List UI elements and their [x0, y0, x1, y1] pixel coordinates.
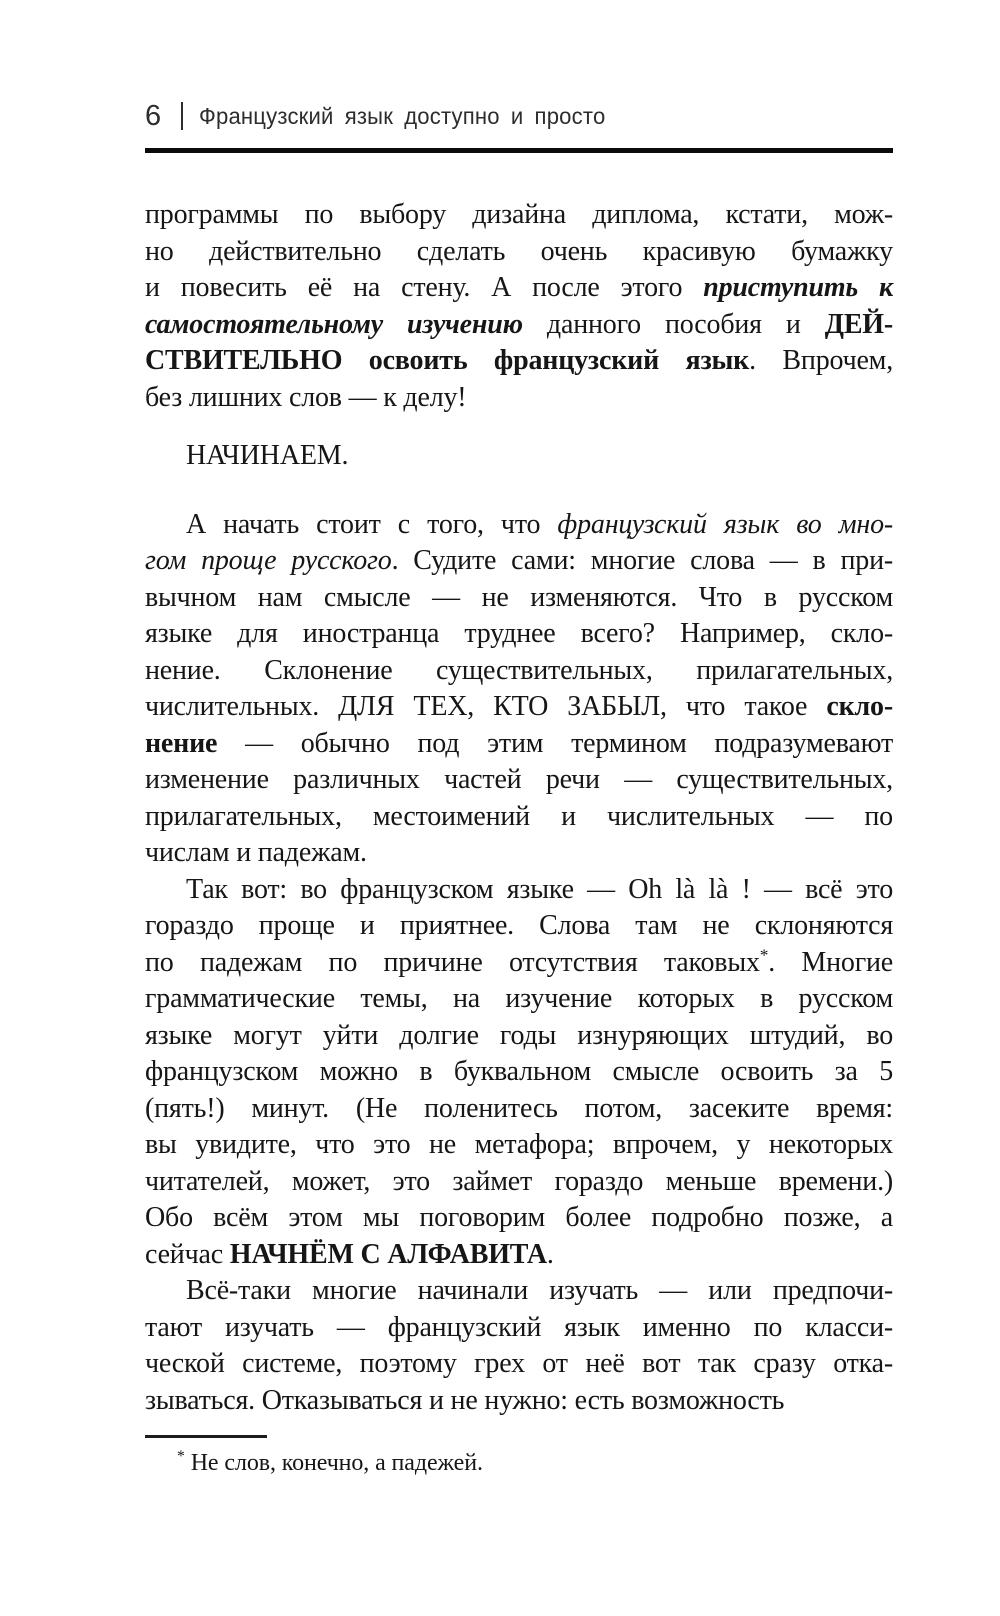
text-segment: нение. Склонение существительных, прилагательных, — [145, 654, 893, 686]
text-line — [145, 1127, 893, 1164]
text-line — [145, 1310, 893, 1347]
text-line — [145, 543, 893, 580]
text-line — [145, 1091, 893, 1128]
text-segment: нение — [145, 727, 218, 759]
text-line — [145, 762, 893, 799]
text-line — [145, 616, 893, 653]
text-line — [145, 689, 893, 726]
text-segment: НАЧИНАЕМ. — [186, 440, 349, 471]
text-segment: . Впрочем, — [749, 345, 893, 376]
text-line — [145, 981, 893, 1018]
text-segment: Всё-таки многие начинали изучать — или предпочи- — [186, 1275, 893, 1306]
text-segment: числительных. ДЛЯ ТЕХ, КТО ЗАБЫЛ, что такое — [145, 691, 827, 722]
text-segment: языке могут уйти долгие годы изнуряющих штудий, во — [145, 1019, 893, 1051]
text-segment: и повесить её на стену. А после этого — [145, 272, 704, 303]
text-line — [145, 1200, 893, 1237]
page-body — [145, 197, 893, 1478]
text-line — [145, 1164, 893, 1201]
text-segment: НАЧНЁМ С АЛФАВИТА — [229, 1238, 547, 1270]
text-segment: приступить к — [703, 272, 893, 303]
footnote-text: Не слов, конечно, а падежей. — [190, 1450, 483, 1476]
text-segment: сейчас — [145, 1238, 230, 1270]
text-segment: . Многие — [768, 946, 893, 978]
text-segment: прилагательных, местоимений и числительных — по — [145, 800, 893, 832]
text-line — [145, 343, 893, 380]
paragraph — [145, 872, 893, 1274]
text-segment: скло- — [826, 691, 893, 722]
text-segment: но действительно сделать очень красивую бумажку — [145, 235, 893, 267]
text-segment: СТВИТЕЛЬНО освоить французский язык — [145, 345, 750, 376]
page-number: 6 — [145, 100, 162, 132]
text-segment: французский язык во мно- — [557, 508, 894, 540]
text-segment: изменение различных частей речи — существительных, — [145, 764, 893, 795]
text-line — [145, 438, 893, 475]
footnote — [145, 1448, 893, 1478]
running-title: Французский язык доступно и просто — [199, 103, 606, 129]
text-segment: числам и падежам. — [145, 837, 367, 868]
footnote-rule — [145, 1435, 267, 1438]
footnote-marker-ref: * — [759, 945, 769, 965]
text-line — [145, 1054, 893, 1091]
paragraph — [145, 197, 893, 416]
text-segment: вычном нам смысле — не изменяются. Что в русском — [145, 581, 893, 613]
text-segment: языке для иностранца труднее всего? Например, скло- — [145, 618, 893, 649]
header-rule — [145, 148, 893, 153]
text-line — [145, 270, 893, 307]
page-header — [145, 100, 893, 132]
text-segment: читателей, может, это займет гораздо меньше времени.) — [145, 1165, 893, 1197]
text-segment: ческой системе, поэтому грех от неё вот так сразу отка- — [145, 1348, 893, 1379]
paragraph — [145, 507, 893, 872]
text-segment: Так вот: во французском языке — Oh là là ! — всё это — [186, 873, 893, 905]
text-line — [145, 945, 893, 982]
text-segment: по падежам по причине отсутствия таковых — [145, 946, 760, 978]
text-segment: вы увидите, что это не метафора; впрочем, у некоторых — [145, 1129, 893, 1160]
text-segment: ДЕЙ- — [824, 308, 893, 340]
text-line — [145, 908, 893, 945]
text-segment: тают изучать — французский язык именно по класси- — [145, 1311, 893, 1343]
text-line — [145, 380, 893, 417]
text-line — [145, 1273, 893, 1310]
text-line — [145, 580, 893, 617]
text-segment: данного пособия и — [522, 308, 825, 340]
text-line — [145, 507, 893, 544]
text-segment: программы по выбору дизайна диплома, кстати, мож- — [145, 199, 893, 230]
header-divider — [181, 102, 183, 130]
text-line — [145, 872, 893, 909]
text-segment: самостоятельному изучению — [145, 308, 523, 340]
text-line — [145, 726, 893, 763]
text-segment: — обычно под этим термином подразумевают — [217, 727, 893, 759]
text-line — [145, 234, 893, 271]
text-line — [145, 307, 893, 344]
text-segment: А начать стоит с того, что — [186, 508, 558, 540]
text-line — [145, 1346, 893, 1383]
text-line — [145, 1237, 893, 1274]
footnote-marker: * — [177, 1448, 185, 1465]
footnote-block — [145, 1435, 893, 1478]
text-segment: зываться. Отказываться и не нужно: есть возможность — [145, 1384, 785, 1416]
text-segment: французском можно в буквальном смысле освоить за 5 — [145, 1056, 893, 1087]
paragraph — [145, 1273, 893, 1419]
text-segment: без лишних слов — к делу! — [145, 381, 467, 413]
text-line — [145, 1018, 893, 1055]
text-segment: Обо всём этом мы поговорим более подробно позже, а — [145, 1202, 893, 1233]
text-line — [145, 653, 893, 690]
text-segment: . Судите сами: многие слова — в при- — [391, 545, 893, 576]
text-segment: (пять!) минут. (Не поленитесь потом, засеките время: — [145, 1092, 893, 1124]
text-line — [145, 835, 893, 872]
text-line — [145, 197, 893, 234]
text-segment: . — [546, 1238, 554, 1270]
text-segment: гораздо проще и приятнее. Слова там не склоняются — [145, 910, 893, 941]
text-line — [145, 1383, 893, 1420]
text-segment: грамматические темы, на изучение которых в русском — [145, 983, 893, 1014]
text-segment: гом проще русского — [145, 545, 392, 576]
text-line — [145, 799, 893, 836]
section-heading — [145, 438, 893, 475]
